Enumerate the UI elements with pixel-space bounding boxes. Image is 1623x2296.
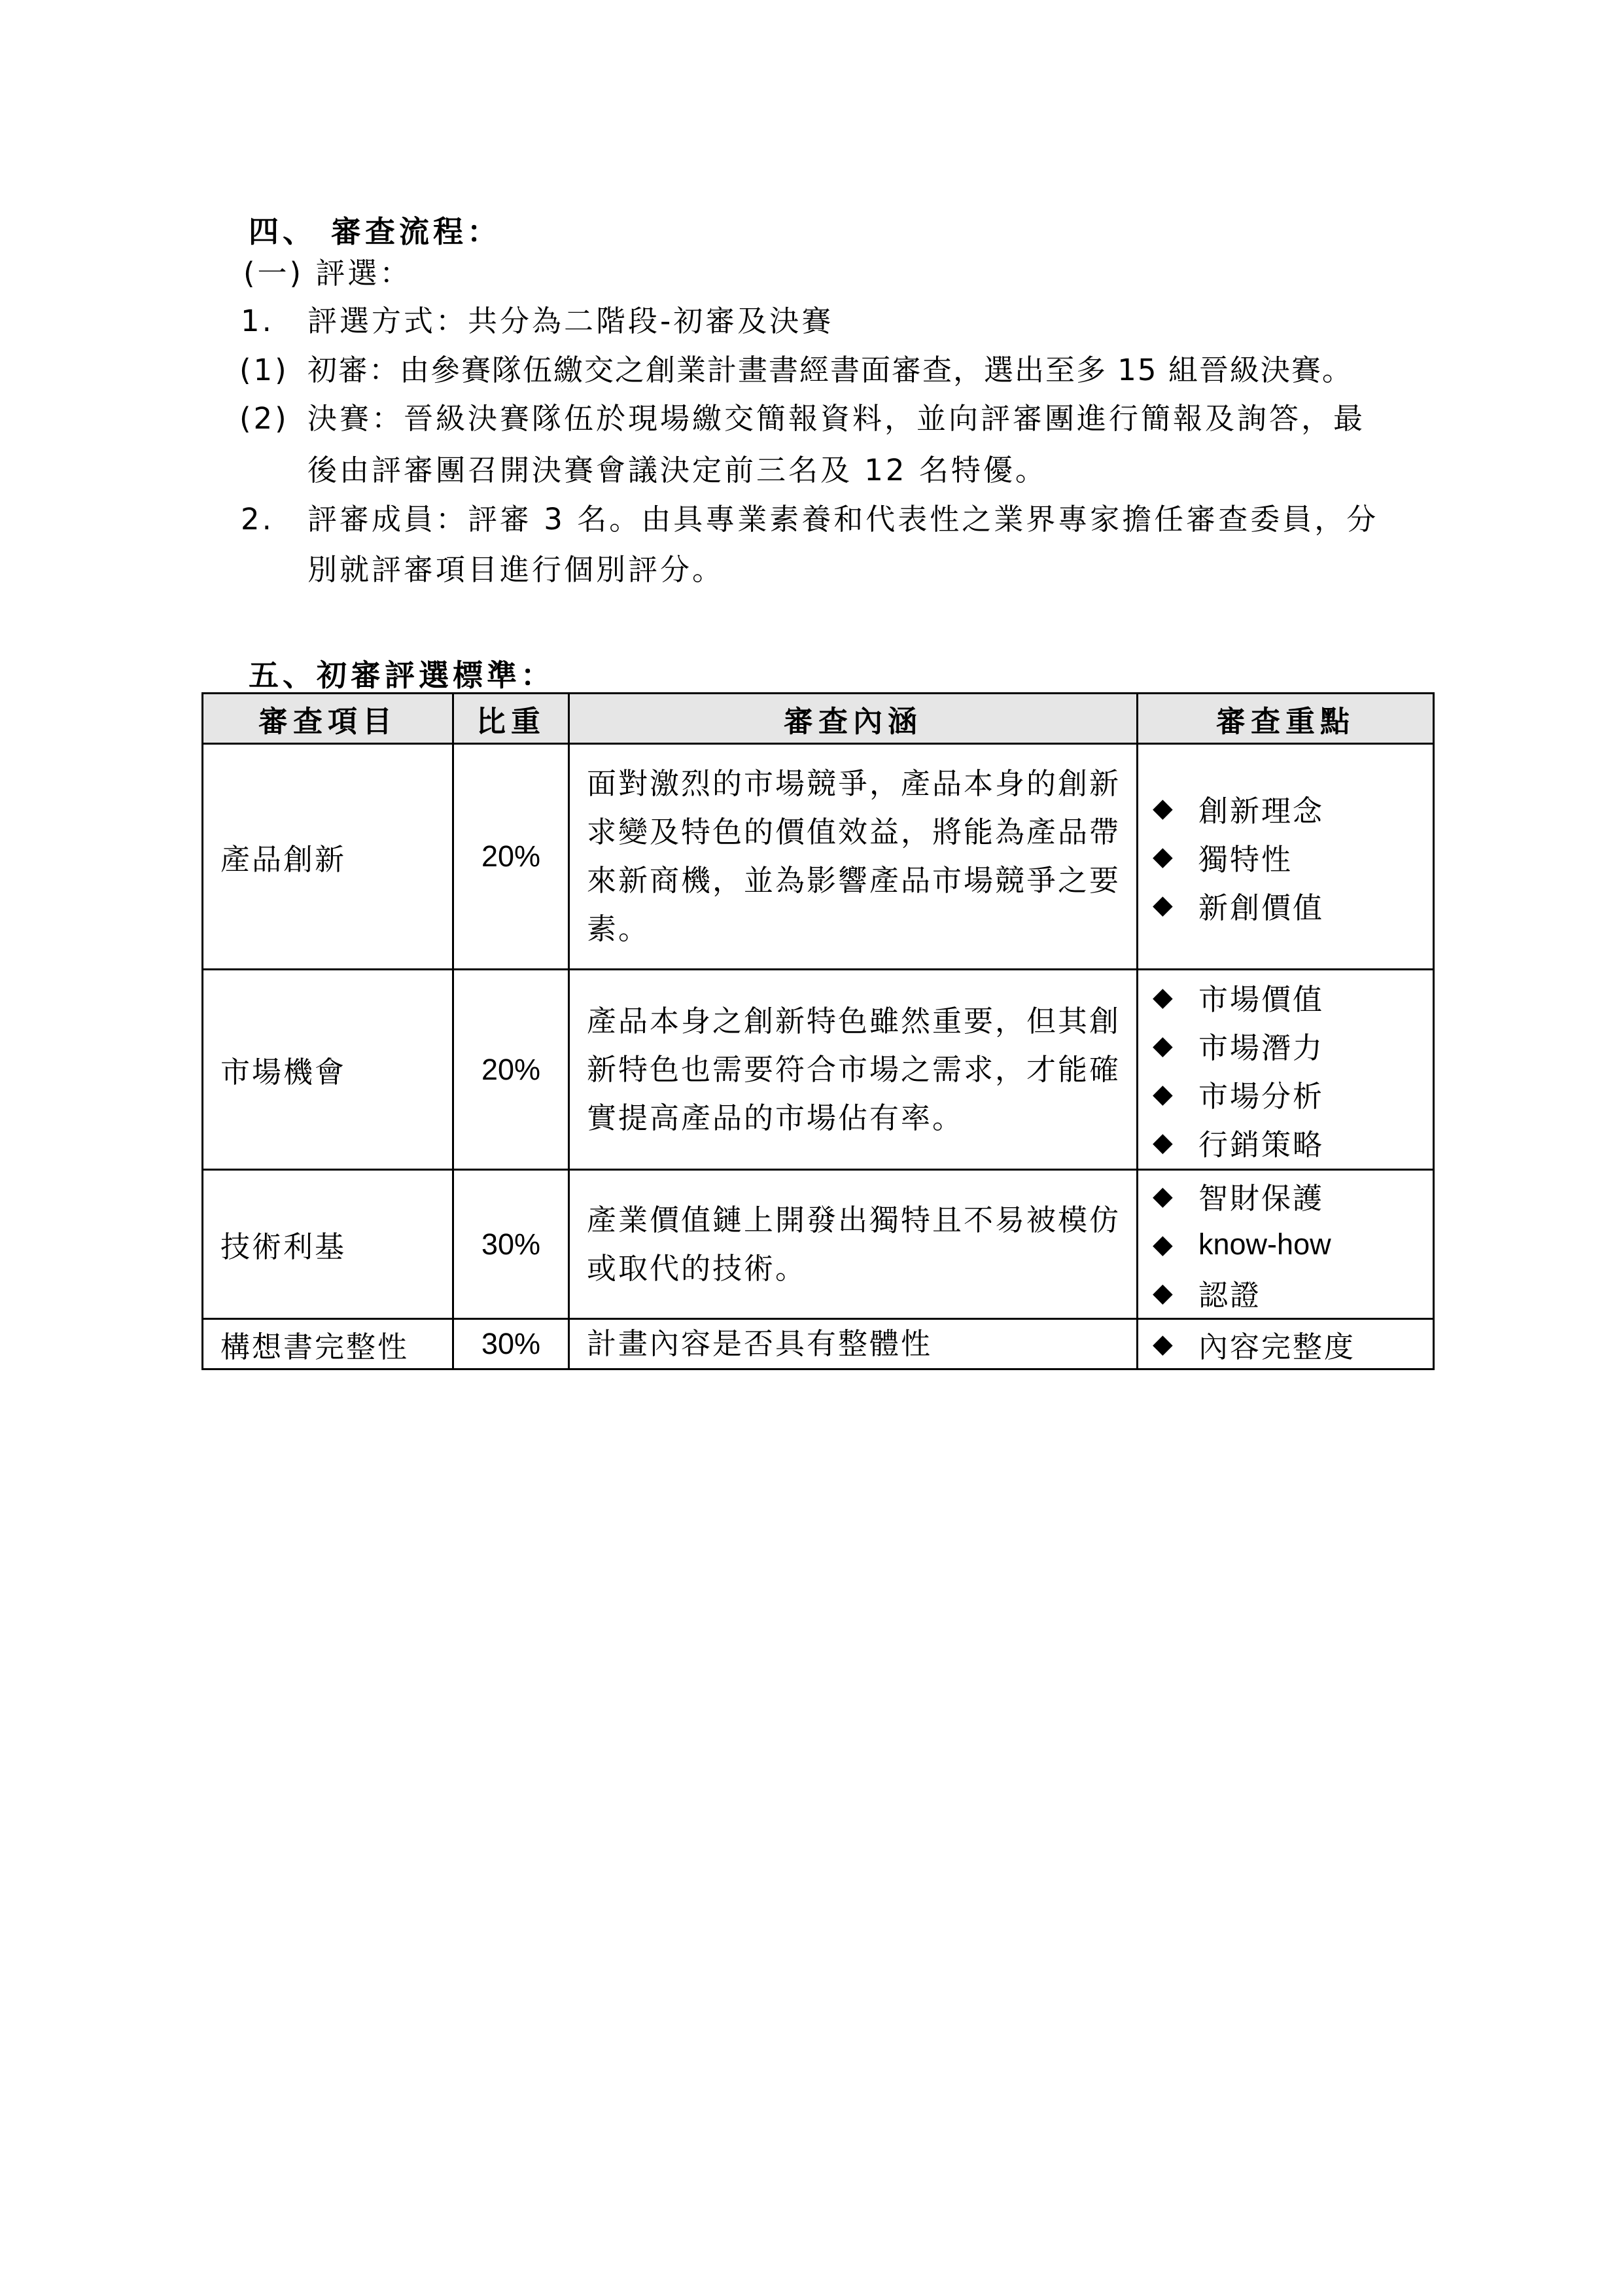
focus-point: ◆ 市場價值 — [1153, 981, 1325, 1017]
item-marker: 2. — [241, 502, 274, 537]
diamond-bullet-icon: ◆ — [1153, 841, 1175, 872]
row-item: 產品創新 — [203, 744, 453, 970]
focus-point: ◆ 市場潛力 — [1153, 1030, 1325, 1065]
criteria-table — [201, 692, 1435, 1370]
table-row — [203, 1319, 1434, 1369]
row-item: 構想書完整性 — [203, 1319, 453, 1369]
header-desc: 審查內涵 — [569, 694, 1138, 744]
section4-sub1: (一) 評選： — [243, 256, 412, 291]
header-weight: 比重 — [453, 694, 569, 744]
diamond-bullet-icon: ◆ — [1153, 1030, 1175, 1061]
header-focus: 審查重點 — [1138, 694, 1434, 744]
item-line: 後由評審團召開決賽會議決定前三名及 12 名特優。 — [307, 453, 1047, 487]
row-desc: 產業價值鏈上開發出獨特且不易被模仿或取代的技術。 — [569, 1170, 1138, 1319]
item-marker: 1. — [241, 304, 274, 338]
table-header-row — [203, 694, 1434, 744]
row-desc: 產品本身之創新特色雖然重要，但其創新特色也需要符合市場之需求，才能確實提高產品的市場佔有率。 — [569, 970, 1138, 1170]
focus-point: ◆ 獨特性 — [1153, 841, 1293, 877]
row-item: 技術利基 — [203, 1170, 453, 1319]
diamond-bullet-icon: ◆ — [1153, 1127, 1175, 1157]
item-line: 決賽：晉級決賽隊伍於現場繳交簡報資料，並向評審團進行簡報及詢答，最 — [307, 401, 1366, 436]
row-weight: 20% — [453, 970, 569, 1170]
diamond-bullet-icon: ◆ — [1153, 1078, 1175, 1109]
diamond-bullet-icon: ◆ — [1153, 793, 1175, 823]
table-row — [203, 1170, 1434, 1319]
row-focus — [1138, 1319, 1434, 1369]
diamond-bullet-icon: ◆ — [1153, 1277, 1175, 1308]
row-focus — [1138, 1170, 1434, 1319]
focus-point: ◆ 創新理念 — [1153, 793, 1325, 828]
item-line: 評選方式：共分為二階段-初審及決賽 — [307, 304, 834, 338]
focus-point: ◆ 智財保護 — [1153, 1180, 1325, 1216]
item-line: 別就評審項目進行個別評分。 — [307, 552, 725, 587]
focus-point: ◆ 認證 — [1153, 1277, 1262, 1313]
diamond-bullet-icon: ◆ — [1153, 890, 1175, 920]
focus-point: ◆ 行銷策略 — [1153, 1127, 1325, 1162]
item-marker: (2) — [239, 401, 289, 436]
focus-point: ◆ 市場分析 — [1153, 1078, 1325, 1114]
row-weight: 30% — [453, 1170, 569, 1319]
table-row — [203, 970, 1434, 1170]
focus-point: ◆ 內容完整度 — [1153, 1329, 1356, 1364]
header-item: 審查項目 — [203, 694, 453, 744]
section5-title: 五、初審評選標準： — [249, 658, 555, 693]
row-focus — [1138, 744, 1434, 970]
diamond-bullet-icon: ◆ — [1153, 981, 1175, 1012]
diamond-bullet-icon: ◆ — [1153, 1329, 1175, 1359]
row-desc: 面對激烈的市場競爭，產品本身的創新求變及特色的價值效益，將能為產品帶來新商機，並為影響產品市場競爭之要素。 — [569, 744, 1138, 970]
item-line: 評審成員：評審 3 名。由具專業素養和代表性之業界專家擔任審查委員，分 — [307, 502, 1379, 537]
row-item: 市場機會 — [203, 970, 453, 1170]
item-line: 初審：由參賽隊伍繳交之創業計畫書經書面審查，選出至多 15 組晉級決賽。 — [307, 353, 1353, 387]
row-weight: 30% — [453, 1319, 569, 1369]
focus-point: ◆ 新創價值 — [1153, 890, 1325, 925]
row-focus — [1138, 970, 1434, 1170]
row-weight: 20% — [453, 744, 569, 970]
diamond-bullet-icon: ◆ — [1153, 1180, 1175, 1211]
item-marker: (1) — [239, 353, 289, 387]
section4-title: 四、 審查流程： — [249, 214, 502, 249]
table-row — [203, 744, 1434, 970]
row-desc: 計畫內容是否具有整體性 — [569, 1319, 1138, 1369]
focus-point: ◆ know-how — [1153, 1227, 1331, 1261]
diamond-bullet-icon: ◆ — [1153, 1229, 1175, 1260]
